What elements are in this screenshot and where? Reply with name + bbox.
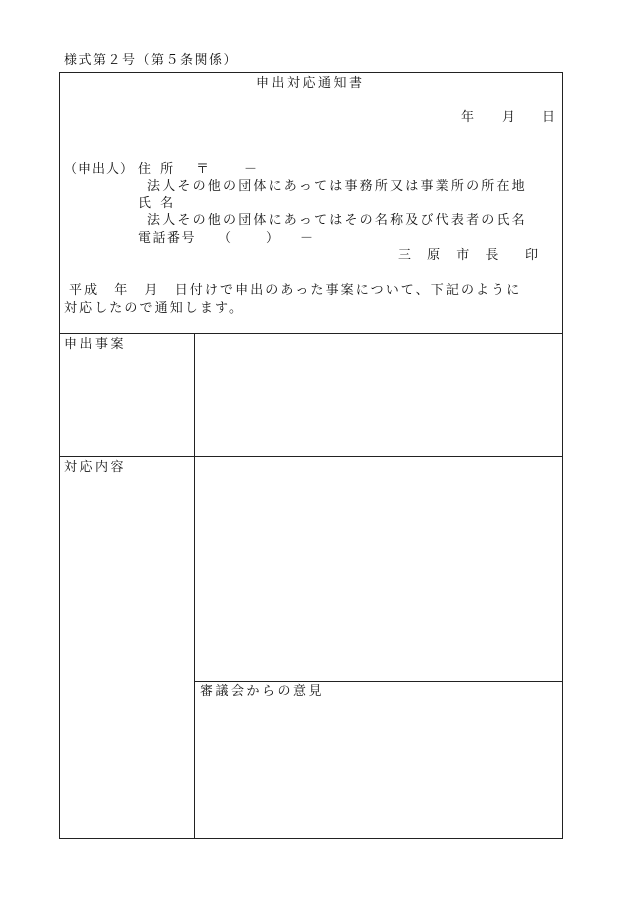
phone-paren-open: （	[218, 231, 234, 246]
seal-mark: 印	[525, 248, 541, 263]
matter-label: 申出事案	[64, 337, 127, 352]
notice-line-1: 平成 年 月 日付けで申出のあった事案について、下記のように	[69, 283, 522, 298]
date-year-label: 年	[461, 110, 477, 125]
postal-mark: 〒	[196, 162, 212, 177]
response-label: 対応内容	[64, 460, 127, 475]
address-label: 住 所	[138, 162, 176, 177]
document-title: 申出対応通知書	[256, 76, 365, 91]
address-note: 法人その他の団体にあっては事務所又は事業所の所在地	[147, 179, 527, 194]
phone-label: 電話番号	[138, 231, 197, 246]
council-opinion-input-area[interactable]	[195, 700, 562, 838]
opinion-divider	[194, 681, 563, 682]
date-day-label: 日	[542, 110, 558, 125]
postal-dash: －	[244, 162, 260, 177]
council-opinion-label: 審議会からの意見	[200, 684, 325, 699]
date-month-label: 月	[502, 110, 518, 125]
phone-dash: －	[300, 231, 316, 246]
applicant-label: （申出人）	[64, 162, 135, 177]
mayor-title: 三 原 市 長	[398, 248, 505, 263]
name-note: 法人その他の団体にあってはその名称及び代表者の氏名	[147, 213, 527, 228]
notice-line-2: 対応したので通知します。	[64, 301, 245, 316]
response-input-area[interactable]	[195, 457, 562, 681]
matter-input-area[interactable]	[195, 334, 562, 456]
phone-paren-close: ）	[266, 231, 282, 246]
name-label: 氏 名	[138, 196, 176, 211]
form-number: 様式第２号（第５条関係）	[64, 53, 239, 68]
